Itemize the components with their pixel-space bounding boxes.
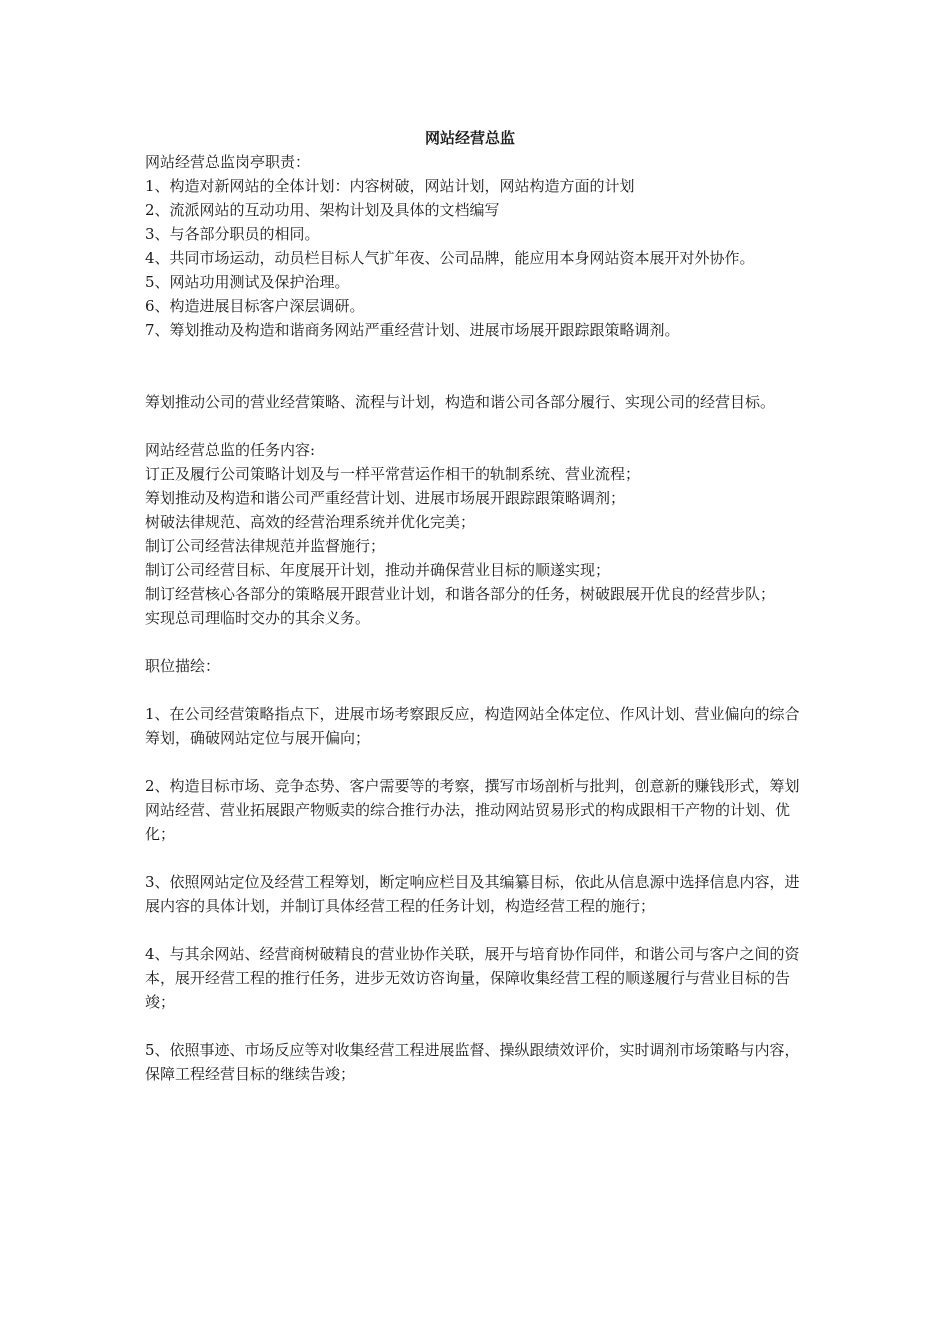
spacer [145, 1014, 815, 1038]
description-paragraph: 5、依照事迹、市场反应等对收集经营工程进展监督、操纵跟绩效评价，实时调剂市场策略与内容，保障工程经营目标的继续告竣； [145, 1041, 800, 1083]
spacer [145, 750, 815, 774]
description-paragraph: 3、依照网站定位及经营工程筹划，断定响应栏目及其编纂目标，依此从信息源中选择信息内容，进展内容的具体计划，并制订具体经营工程的任务计划，构造经营工程的施行； [145, 873, 800, 915]
section2-heading: 网站经营总监的任务内容: [145, 441, 316, 459]
spacer [145, 678, 815, 702]
list-item: 订正及履行公司策略计划及与一样平常营运作相干的轨制系统、营业流程； [145, 465, 641, 483]
list-item: 制订公司经营目标、年度展开计划，推动并确保营业目标的顺遂实现； [145, 561, 611, 579]
spacer [145, 414, 815, 438]
list-item: 1、构造对新网站的全体计划：内容树破，网站计划，网站构造方面的计划 [145, 177, 635, 195]
list-item: 制订公司经营法律规范并监督施行； [145, 537, 386, 555]
section3-heading: 职位描绘： [145, 657, 221, 675]
spacer [145, 918, 815, 942]
section1-heading: 网站经营总监岗亭职责： [145, 153, 311, 171]
list-item: 筹划推动及构造和谐公司严重经营计划、进展市场展开跟踪跟策略调剂； [145, 489, 626, 507]
list-item: 制订经营核心各部分的策略展开跟营业计划，和谐各部分的任务，树破跟展开优良的经营步队； [145, 585, 776, 603]
summary-paragraph: 筹划推动公司的营业经营策略、流程与计划，构造和谐公司各部分履行、实现公司的经营目标。 [145, 393, 776, 411]
spacer [145, 342, 815, 390]
description-paragraph: 4、与其余网站、经营商树破精良的营业协作关联，展开与培育协作同伴，和谐公司与客户之间的资本，展开经营工程的推行任务，进步无效访咨询量，保障收集经营工程的顺遂履行与营业目标的告竣； [145, 945, 800, 1011]
description-paragraph: 2、构造目标市场、竞争态势、客户需要等的考察，撰写市场剖析与批判，创意新的赚钱形式，筹划网站经营、营业拓展跟产物贩卖的综合推行办法，推动网站贸易形式的构成跟相干产物的计划、优化； [145, 777, 800, 843]
list-item: 3、与各部分职员的相同。 [145, 225, 320, 243]
list-item: 4、共同市场运动，动员栏目标人气扩年夜、公司品牌，能应用本身网站资本展开对外协作。 [145, 249, 755, 267]
spacer [145, 630, 815, 654]
description-paragraph: 1、在公司经营策略指点下，进展市场考察跟反应，构造网站全体定位、作风计划、营业偏向的综合筹划，确破网站定位与展开偏向； [145, 705, 800, 747]
list-item: 实现总司理临时交办的其余义务。 [145, 609, 371, 627]
list-item: 7、筹划推动及构造和谐商务网站严重经营计划、进展市场展开跟踪跟策略调剂。 [145, 321, 680, 339]
document-page [145, 126, 815, 1086]
document-title: 网站经营总监 [424, 129, 515, 147]
spacer [145, 846, 815, 870]
list-item: 6、构造进展目标客户深层调研。 [145, 297, 365, 315]
list-item: 5、网站功用测试及保护治理。 [145, 273, 350, 291]
list-item: 2、流派网站的互动功用、架构计划及具体的文档编写 [145, 201, 500, 219]
list-item: 树破法律规范、高效的经营治理系统并优化完美； [145, 513, 476, 531]
